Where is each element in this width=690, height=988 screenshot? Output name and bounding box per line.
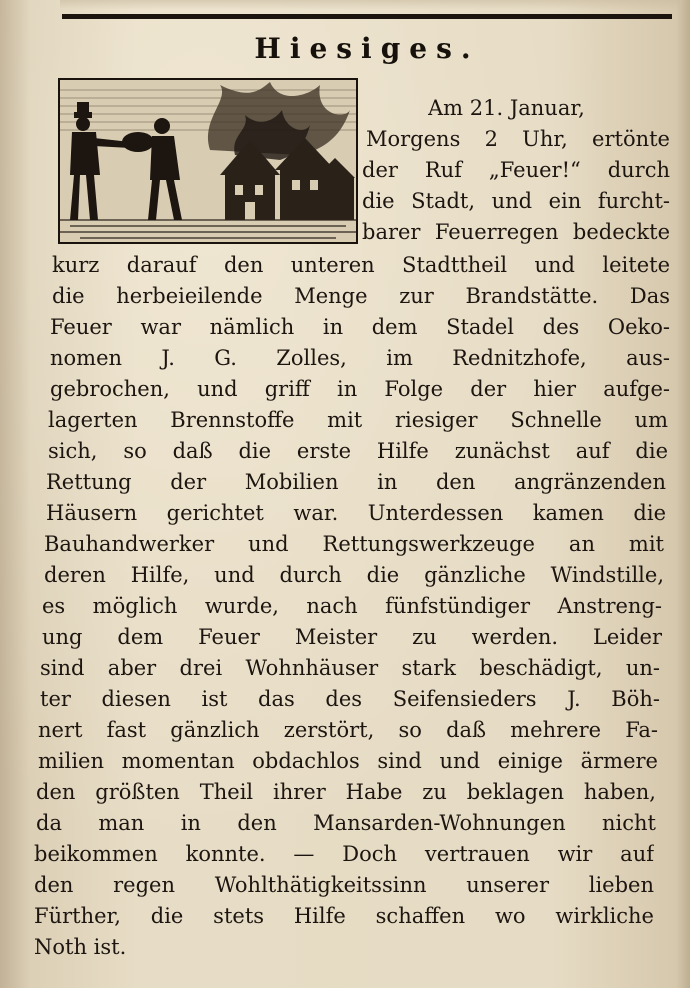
text-line: Bauhandwerker und Rettungswerkzeuge an mit (44, 532, 664, 556)
text-line: milien momentan obdachlos sind und einige ärmere (38, 749, 658, 773)
text-line: Fürther, die stets Hilfe schaffen wo wirkliche (34, 904, 654, 928)
text-line: ter diesen ist das des Seifensieders J. Böh- (40, 687, 660, 711)
text-line: die Stadt, und ein furcht- (362, 189, 670, 213)
text-line: nert fast gänzlich zerstört, so daß mehrere Fa- (38, 718, 658, 742)
text-line: Häusern gerichtet war. Unterdessen kamen die (46, 501, 666, 525)
text-line: den größten Theil ihrer Habe zu beklagen haben, (36, 780, 656, 804)
section-heading: Hiesiges. (254, 32, 480, 65)
text-line: sind aber drei Wohnhäuser stark beschädigt, un- (40, 656, 660, 680)
previous-column-bleed (60, 0, 680, 10)
section-rule (62, 14, 672, 19)
text-line: beikommen konnte. — Doch vertrauen wir auf (34, 842, 654, 866)
text-line: lagerten Brennstoffe mit riesiger Schnelle um (48, 408, 668, 432)
text-line: nomen J. G. Zolles, im Rednitzhofe, aus- (50, 346, 670, 370)
text-line: die herbeieilende Menge zur Brandstätte. Das (52, 284, 670, 308)
page-shadow-right (676, 0, 690, 988)
page-shadow-left (0, 0, 30, 988)
text-line: da man in den Mansarden-Wohnungen nicht (36, 811, 656, 835)
text-line: Am 21. Januar, (428, 96, 585, 120)
text-line: ung dem Feuer Meister zu werden. Leider (42, 625, 662, 649)
text-line: gebrochen, und griff in Folge der hier aufge- (50, 377, 670, 401)
text-line: es möglich wurde, nach fünfstündiger Anstreng- (42, 594, 662, 618)
text-line: Rettung der Mobilien in den angränzenden (46, 470, 666, 494)
text-line: sich, so daß die erste Hilfe zunächst auf die (48, 439, 668, 463)
text-line: deren Hilfe, und durch die gänzliche Windstille, (44, 563, 664, 587)
text-line: Feuer war nämlich in dem Stadel des Oeko- (50, 315, 670, 339)
text-line: der Ruf „Feuer!“ durch (362, 158, 670, 182)
text-line: barer Feuerregen bedeckte (362, 220, 670, 244)
text-line: den regen Wohlthätigkeitssinn unserer lieben (34, 873, 654, 897)
woodcut-drawing (60, 80, 356, 242)
fire-woodcut-illustration (58, 78, 358, 244)
text-line: Noth ist. (34, 935, 127, 959)
text-line: Morgens 2 Uhr, ertönte (366, 127, 670, 151)
text-line: kurz darauf den unteren Stadttheil und leitete (52, 253, 670, 277)
